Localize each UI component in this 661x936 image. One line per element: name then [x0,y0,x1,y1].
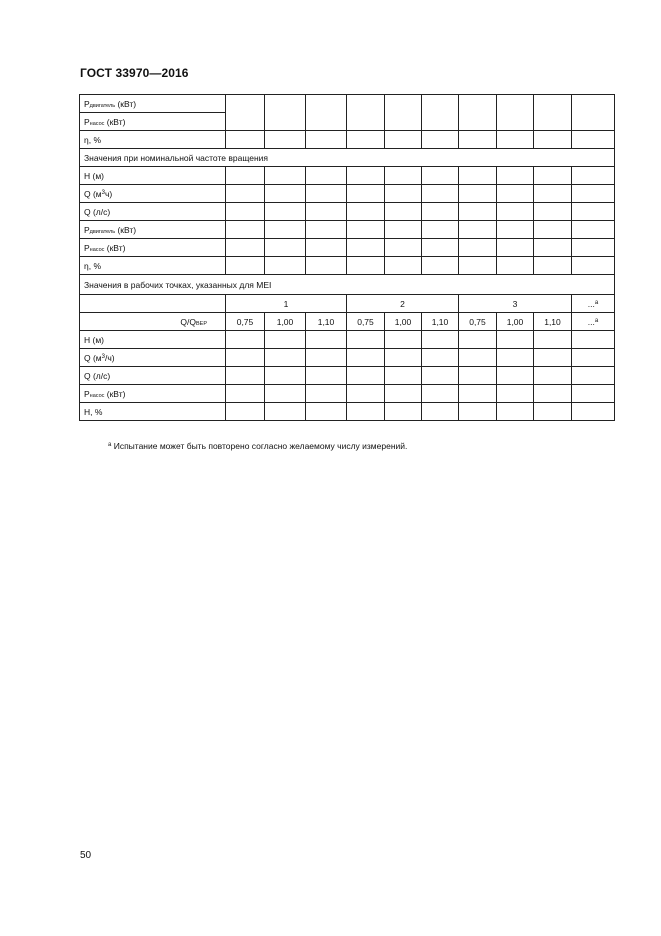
table-row [80,131,615,149]
row-label-p-pump: Pнасос (кВт) [80,113,226,131]
ratio-value: 1,10 [534,313,572,331]
row-label-head: H (м) [80,331,226,349]
row-label-p-pump: Pнасос (кВт) [80,239,226,257]
table-row [80,313,615,331]
table-row [80,275,615,295]
row-label-head: H (м) [80,167,226,185]
table-row [80,385,615,403]
table-row [80,221,615,239]
mei-group-2: 2 [347,295,459,313]
row-label-p-motor: Pдвигатель (кВт) [80,95,226,113]
document-header: ГОСТ 33970—2016 [80,66,189,80]
table-row [80,367,615,385]
table-row [80,257,615,275]
mei-group-more: ...$^a$ [572,295,615,313]
row-label-p-motor: Pдвигатель (кВт) [80,221,226,239]
footnote: $^a$ Испытание может быть повторено согласно желаемому числу измерений. [108,441,408,451]
row-label-flow-ls: Q (л/с) [80,367,226,385]
mei-group-1: 1 [226,295,347,313]
table-row [80,95,615,113]
test-results-table [79,94,615,421]
table-row [80,167,615,185]
table-row [80,203,615,221]
page-number: 50 [80,850,92,861]
table-row [80,403,615,421]
table-row [80,239,615,257]
ratio-value: 1,10 [306,313,347,331]
row-label-flow-m3h: Q $(м^3/ч)$ [80,349,226,367]
ratio-value: 1,00 [497,313,534,331]
ratio-value: 1,00 [385,313,422,331]
ratio-value: 0,75 [347,313,385,331]
mei-group-3: 3 [459,295,572,313]
table-row [80,149,615,167]
row-label-efficiency: Н, % [80,403,226,421]
ratio-value: 0,75 [226,313,265,331]
row-label-p-pump: Pнасос (кВт) [80,385,226,403]
ratio-label: Q/QBEP [80,313,226,331]
ratio-value-more: ...$^a$ [572,313,615,331]
table-row [80,331,615,349]
table-row [80,349,615,367]
table-row [80,295,615,313]
section-heading-nominal: Значения при номинальной частоте вращения [80,149,615,167]
section-heading-mei: Значения в рабочих точках, указанных для MEI [80,275,615,295]
ratio-value: 0,75 [459,313,497,331]
ratio-value: 1,00 [265,313,306,331]
ratio-value: 1,10 [422,313,459,331]
row-label-efficiency: η, % [80,131,226,149]
row-label-flow-ls: Q (л/с) [80,203,226,221]
row-label-flow-m3h: Q $(м^3ч)$ [80,185,226,203]
row-label-efficiency: η, % [80,257,226,275]
table-row [80,185,615,203]
